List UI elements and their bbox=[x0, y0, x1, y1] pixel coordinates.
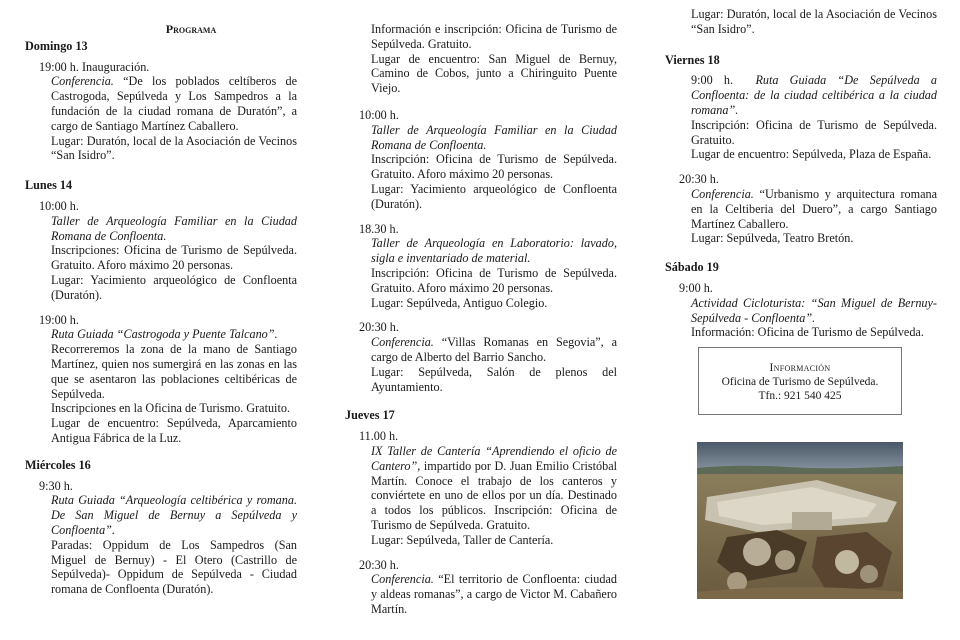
event-stops: Paradas: Oppidum de Los Sampedros (San Miguel de Bernuy) - El Otero (Castrillo de Sepúlveda)- Oppidum de Sepúlveda - Ciudad romana de Confloenta (Duratón). bbox=[51, 537, 297, 597]
event-ruta-sepulveda-confloenta bbox=[665, 73, 937, 162]
event-meeting-point: Lugar de encuentro: Sepúlveda, Aparcamiento Antigua Fábrica de la Luz. bbox=[51, 416, 297, 445]
event-ruta-castrogoda bbox=[25, 313, 297, 446]
event-desc-text: “El territorio de Confloenta: ciudad y aldeas romanas”, a cargo de Victor M. Cabañero Martín. bbox=[371, 572, 617, 616]
event-taller-familiar-2 bbox=[345, 108, 617, 212]
event-desc-text: “Villas Romanas en Segovia”, a cargo de Alberto del Barrio Sancho. bbox=[371, 335, 617, 364]
event-title: Taller de Arqueología Familiar en la Ciudad Romana de Confloenta. bbox=[51, 213, 297, 243]
event-description bbox=[51, 74, 297, 133]
event-time: 20:30 h. bbox=[359, 557, 399, 572]
event-desc-text: “De los poblados celtíberos de Castrogoda, Sepúlveda y Los Sampedros a la fundación de la ciudad romana de Duratón”, a cargo de Santiago Martínez Caballero. bbox=[51, 74, 297, 133]
event-place: Lugar: Duratón, local de la Asociación de Vecinos “San Isidro”. bbox=[51, 133, 297, 163]
event-kind: Conferencia. bbox=[51, 74, 114, 89]
column-3 bbox=[665, 0, 937, 350]
event-description: Recorreremos la zona de la mano de Santiago Martínez, quien nos sumergirá en las zonas en las que se asentaron las poblaciones celtibéricas de Sepúlveda. bbox=[51, 342, 297, 401]
event-kind: Conferencia. bbox=[371, 335, 434, 350]
event-taller-familiar bbox=[25, 199, 297, 303]
event-time: 19:00 h. Inauguración. bbox=[39, 59, 150, 74]
day-heading-viernes-18: Viernes 18 bbox=[665, 52, 720, 67]
event-inscription: Inscripciones: Oficina de Turismo de Sepúlveda. Gratuito. Aforo máximo 20 personas. bbox=[51, 243, 297, 273]
event-time: 18.30 h. bbox=[359, 221, 399, 236]
event-description bbox=[371, 444, 617, 533]
event-time: 10:00 h. bbox=[39, 198, 79, 213]
event-title: Taller de Arqueología Familiar en la Ciudad Romana de Confloenta. bbox=[371, 122, 617, 152]
event-description bbox=[371, 572, 617, 616]
event-conferencia-territorio-cont bbox=[665, 7, 937, 37]
event-place: Lugar: Sepúlveda, Antiguo Colegio. bbox=[371, 295, 548, 310]
event-info: Información: Oficina de Turismo de Sepúlveda. bbox=[691, 325, 924, 340]
info-office: Oficina de Turismo de Sepúlveda. bbox=[721, 376, 879, 388]
information-box bbox=[698, 347, 902, 415]
event-place: Lugar: Sepúlveda, Teatro Bretón. bbox=[691, 231, 854, 246]
event-inscription: Inscripción: Oficina de Turismo de Sepúlveda. Gratuito. Aforo máximo 20 personas. bbox=[371, 152, 617, 182]
event-time: 10:00 h. bbox=[359, 107, 399, 122]
event-meeting-point: Lugar de encuentro: San Miguel de Bernuy, Camino de Cobos, junto a Chiringuito Puente Viejo. bbox=[371, 51, 617, 96]
event-time: 19:00 h. bbox=[39, 312, 79, 327]
event-place: Lugar: Yacimiento arqueológico de Confloenta (Duratón). bbox=[371, 181, 617, 211]
event-time: 9:00 h. bbox=[679, 280, 713, 295]
event-conferencia-villas bbox=[345, 320, 617, 394]
event-kind: Conferencia. bbox=[691, 186, 754, 201]
day-heading-lunes-14: Lunes 14 bbox=[25, 178, 73, 193]
event-title: IX Taller de Cantería “Aprendiendo el oficio de Cantero” bbox=[371, 443, 617, 473]
event-description bbox=[371, 335, 617, 365]
event-time: 9:00 h. bbox=[691, 73, 734, 88]
excavation-image bbox=[697, 442, 903, 599]
day-heading-miercoles-16: Miércoles 16 bbox=[25, 457, 91, 472]
archaeological-excavation-photo bbox=[697, 442, 903, 599]
event-title: Taller de Arqueología en Laboratorio: lavado, sigla e inventariado de material. bbox=[371, 236, 617, 266]
event-time: 11.00 h. bbox=[359, 429, 399, 444]
column-1 bbox=[25, 0, 297, 607]
event-time: 20:30 h. bbox=[679, 172, 719, 187]
event-kind: Conferencia. bbox=[371, 572, 434, 587]
event-inscription: Inscripción: Oficina de Turismo de Sepúlveda. Gratuito. bbox=[691, 117, 937, 147]
event-place: Lugar: Sepúlveda, Taller de Cantería. bbox=[371, 532, 554, 547]
event-ruta-arqueologia-cont bbox=[345, 22, 617, 96]
event-time: 20:30 h. bbox=[359, 320, 399, 335]
day-heading-sabado-19: Sábado 19 bbox=[665, 260, 719, 275]
event-title: Ruta Guiada “Arqueología celtibérica y romana. De San Miguel de Bernuy a Sepúlveda y Confloenta”. bbox=[51, 493, 297, 537]
event-inauguracion bbox=[25, 60, 297, 164]
column-2 bbox=[345, 0, 617, 627]
event-taller-laboratorio bbox=[345, 222, 617, 311]
event-description bbox=[691, 73, 937, 117]
event-place: Lugar: Yacimiento arqueológico de Confloenta (Duratón). bbox=[51, 272, 297, 302]
event-info: Información e inscripción: Oficina de Turismo de Sepúlveda. Gratuito. bbox=[371, 22, 617, 51]
event-ruta-arqueologia bbox=[25, 479, 297, 597]
event-cicloturista bbox=[665, 281, 937, 340]
event-desc-text: “Urbanismo y arquitectura romana en la Celtiberia del Duero”, a cargo Santiago Martínez Caballero. bbox=[691, 186, 937, 231]
event-place: Lugar: Duratón, local de la Asociación de Vecinos “San Isidro”. bbox=[691, 7, 937, 36]
event-taller-canteria bbox=[345, 429, 617, 547]
event-meeting-point: Lugar de encuentro: Sepúlveda, Plaza de España. bbox=[691, 147, 932, 162]
day-heading-domingo-13: Domingo 13 bbox=[25, 38, 88, 53]
program-title: Programa bbox=[165, 22, 217, 36]
info-heading: Información bbox=[769, 362, 831, 374]
event-time: 9:30 h. bbox=[39, 478, 73, 493]
event-conferencia-territorio bbox=[345, 558, 617, 617]
event-title: Ruta Guiada “De Sepúlveda a Confloenta: de la ciudad celtibérica a la ciudad romana”. bbox=[691, 73, 938, 117]
event-conferencia-urbanismo bbox=[665, 172, 937, 246]
day-heading-jueves-17: Jueves 17 bbox=[345, 408, 395, 423]
event-description bbox=[691, 187, 937, 231]
event-title: Ruta Guiada “Castrogoda y Puente Talcano”. bbox=[51, 327, 278, 342]
event-title: Actividad Cicloturista: “San Miguel de Bernuy-Sepúlveda - Confloenta”. bbox=[691, 295, 937, 325]
event-place: Lugar: Sepúlveda, Salón de plenos del Ayuntamiento. bbox=[371, 364, 617, 394]
event-inscription: Inscripciones en la Oficina de Turismo. Gratuito. bbox=[51, 401, 290, 416]
info-phone: Tfn.: 921 540 425 bbox=[758, 390, 842, 402]
event-inscription: Inscripción: Oficina de Turismo de Sepúlveda. Gratuito. Aforo máximo 20 personas. bbox=[371, 265, 617, 295]
event-desc-text: , impartido por D. Juan Emilio Cristóbal Martín. Conoce el trabajo de los canteros y conviértete en uno de ellos por un día. Destinado a todos los públicos. Inscripción: Oficina de Turismo de Sepúlveda. Gratuito. bbox=[371, 458, 617, 532]
